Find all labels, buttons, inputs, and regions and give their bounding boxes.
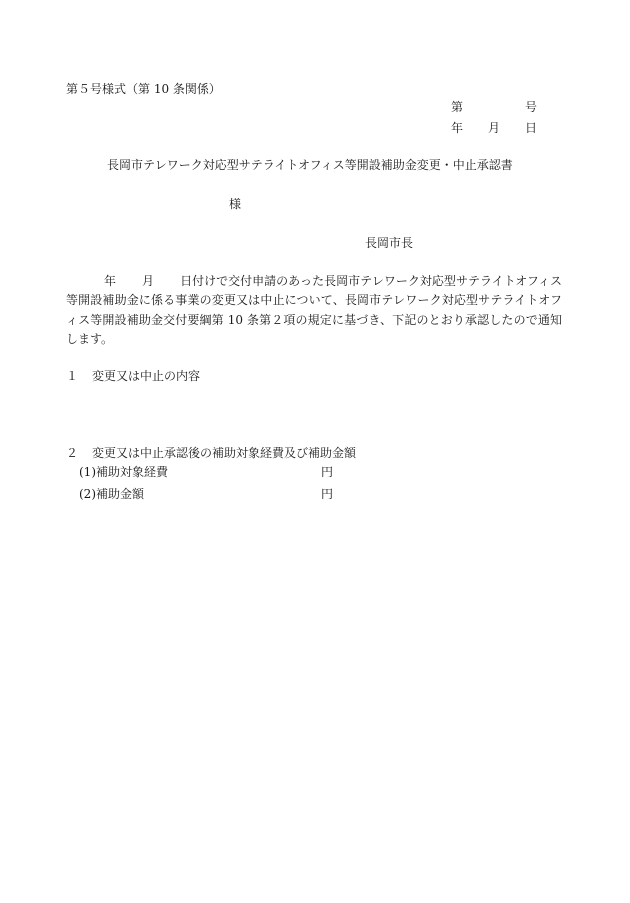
body-year: 年	[104, 274, 117, 288]
eligible-expense-unit: 円	[321, 465, 334, 479]
subsidy-amount-unit: 円	[321, 487, 334, 501]
section-1-heading	[66, 369, 200, 383]
issuer-name: 長岡市長	[365, 236, 414, 250]
document-number-prefix: 第	[451, 100, 464, 114]
recipient-honorific: 様	[229, 197, 242, 211]
body-text: 日付けで交付申請のあった長岡市テレワーク対応型サテライトオフィス等開設補助金に係る事業の変更又は中止について、長岡市テレワーク対応型サテライトオフィス等開設補助金交付要綱第 10 条第２項の規定に基づき、下記のとおり承認したので通知します。	[66, 274, 562, 346]
section-1-label: 変更又は中止の内容	[92, 369, 201, 383]
body-month: 月	[142, 274, 155, 288]
subsidy-amount-label: (2)補助金額	[79, 487, 144, 501]
document-title: 長岡市テレワーク対応型サテライトオフィス等開設補助金変更・中止承認書	[107, 158, 513, 172]
eligible-expense-label: (1)補助対象経費	[79, 465, 168, 479]
date-day: 日	[525, 121, 538, 135]
document-number-suffix: 号	[525, 100, 538, 114]
section-2-heading	[66, 446, 356, 460]
date-year: 年	[451, 121, 464, 135]
section-2-number: ２	[66, 446, 79, 460]
date-month: 月	[488, 121, 501, 135]
body-paragraph	[66, 272, 562, 349]
form-identifier: 第５号様式（第 10 条関係）	[66, 82, 221, 96]
section-1-number: １	[66, 369, 79, 383]
section-2-label: 変更又は中止承認後の補助対象経費及び補助金額	[92, 446, 357, 460]
